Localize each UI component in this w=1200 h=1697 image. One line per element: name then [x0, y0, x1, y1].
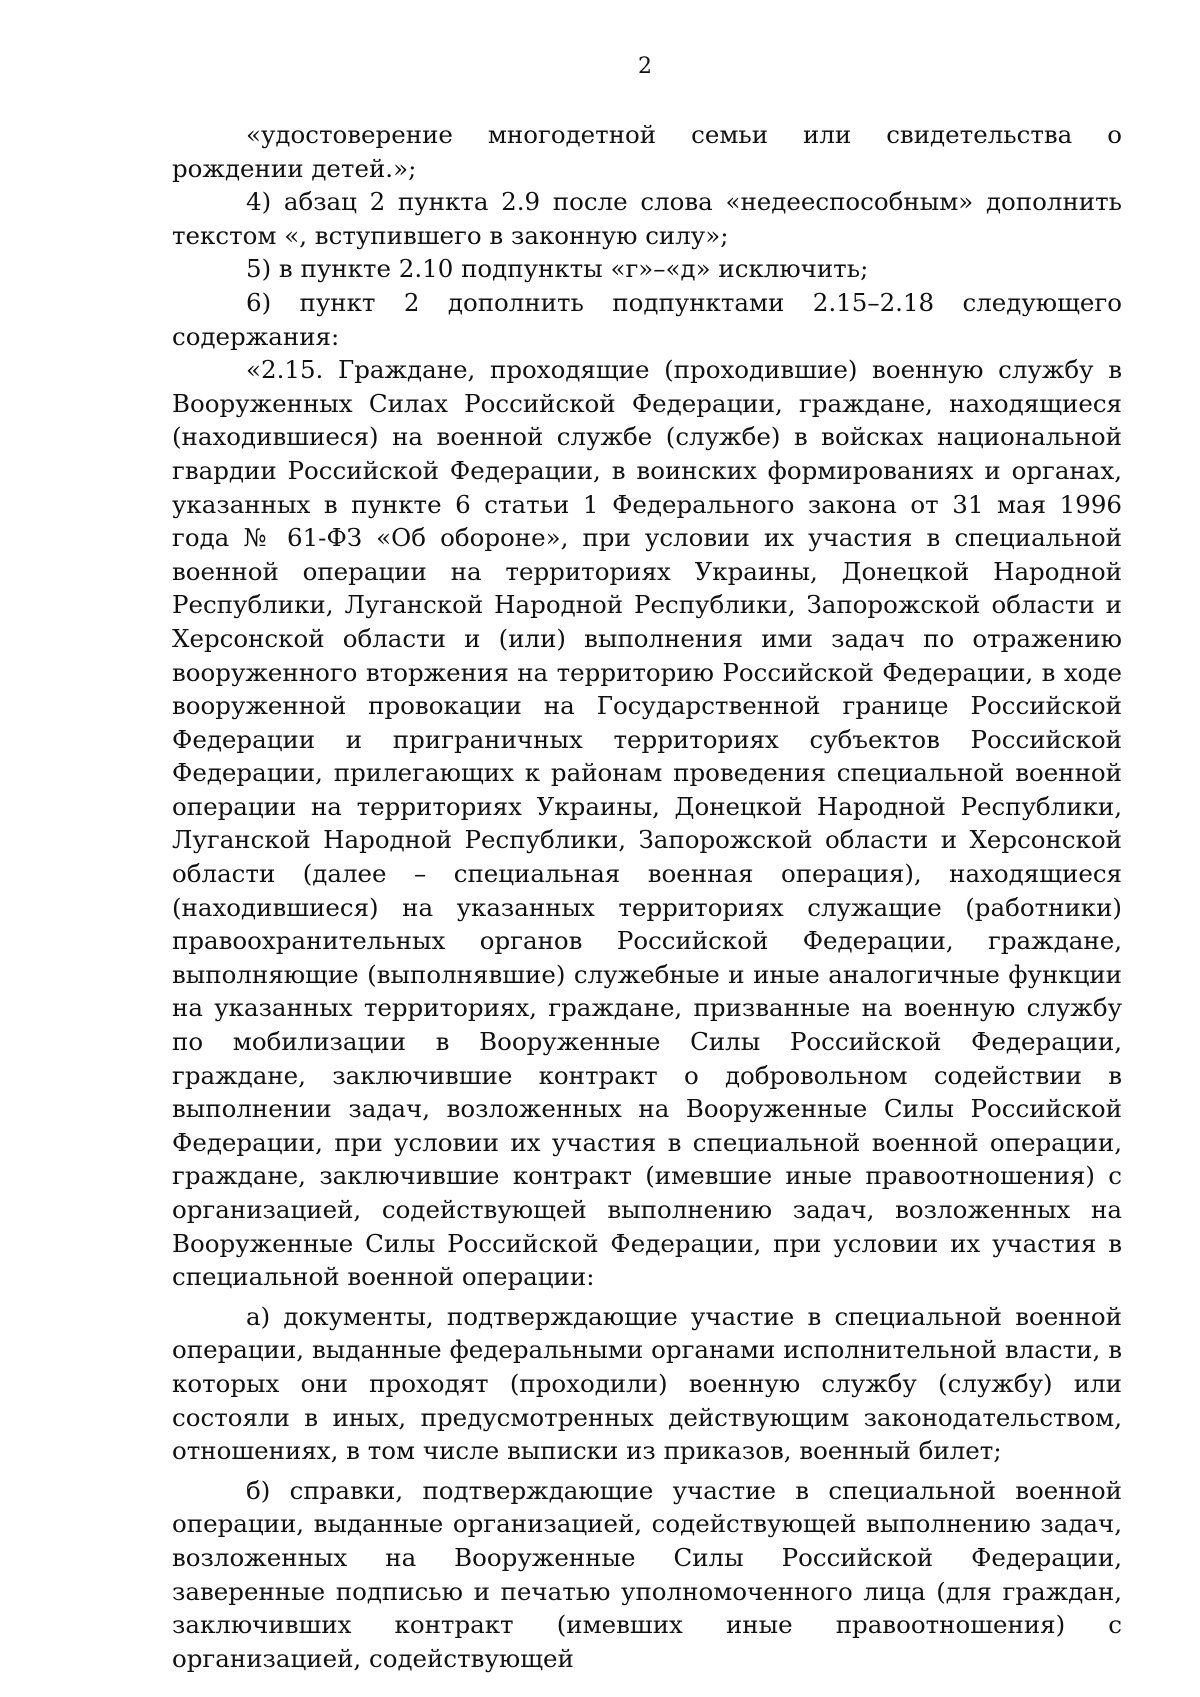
- paragraph-certificate: «удостоверение многодетной семьи или свидетельства о рождении детей.»;: [172, 120, 1122, 183]
- paragraph-item-4: 4) абзац 2 пункта 2.9 после слова «недееспособным» дополнить текстом «, вступившего в законную силу»;: [172, 187, 1122, 250]
- document-body: [172, 118, 1122, 1675]
- paragraph-item-6: 6) пункт 2 дополнить подпунктами 2.15–2.18 следующего содержания:: [172, 287, 1122, 351]
- paragraph-subitem-a: а) документы, подтверждающие участие в специальной военной операции, выданные федеральными органами исполнительной власти, в которых они проходят (проходили) военную службу (службу) или состояли в иных, предусмотренных действующим законодательством, отношениях, в том числе выписки из приказов, военный билет;: [172, 1301, 1122, 1466]
- paragraph-item-5: 5) в пункте 2.10 подпункты «г»–«д» исключить;: [246, 254, 869, 284]
- paragraph-2-15: «2.15. Граждане, проходящие (проходившие) военную службу в Вооруженных Силах Российской Федерации, граждане, находящиеся (находившиеся) на военной службе (службе) в войсках национальной гвардии Российской Федерации, в воинских формированиях и органах, указанных в пункте 6 статьи 1 Федерального закона от 31 мая 1996 года № 61-ФЗ «Об обороне», при условии их участия в специальной военной операции на территориях Украины, Донецкой Народной Республики, Луганской Народной Республики, Запорожской области и Херсонской области и (или) выполнения ими задач по отражению вооруженного вторжения на территорию Российской Федерации, в ходе вооруженной провокации на Государственной границе Российской Федерации и приграничных территориях субъектов Российской Федерации, прилегающих к районам проведения специальной военной операции на территориях Украины, Донецкой Народной Республики, Луганской Народной Республики, Запорожской области и Херсонской области (далее – специальная военная операция), находящиеся (находившиеся) на указанных территориях служащие (работники) правоохранительных органов Российской Федерации, граждане, выполняющие (выполнявшие) служебные и иные аналогичные функции на указанных территориях, граждане, призванные на военную службу по мобилизации в Вооруженные Силы Российской Федерации, граждане, заключившие контракт о добровольном содействии в выполнении задач, возложенных на Вооруженные Силы Российской Федерации, при условии их участия в специальной военной операции, граждане, заключившие контракт (имевшие иные правоотношения) с организацией, содействующей выполнению задач, возложенных на Вооруженные Силы Российской Федерации, при условии их участия в специальной военной операции:: [172, 355, 1122, 1292]
- paragraph-subitem-b: б) справки, подтверждающие участие в специальной военной операции, выданные организацией, содействующей выполнению задач, возложенных на Вооруженные Силы Российской Федерации, заверенные подписью и печатью уполномоченного лица (для граждан, заключивших контракт (имевших иные правоотношения) с организацией, содействующей: [172, 1475, 1122, 1673]
- page-number: 2: [638, 54, 652, 79]
